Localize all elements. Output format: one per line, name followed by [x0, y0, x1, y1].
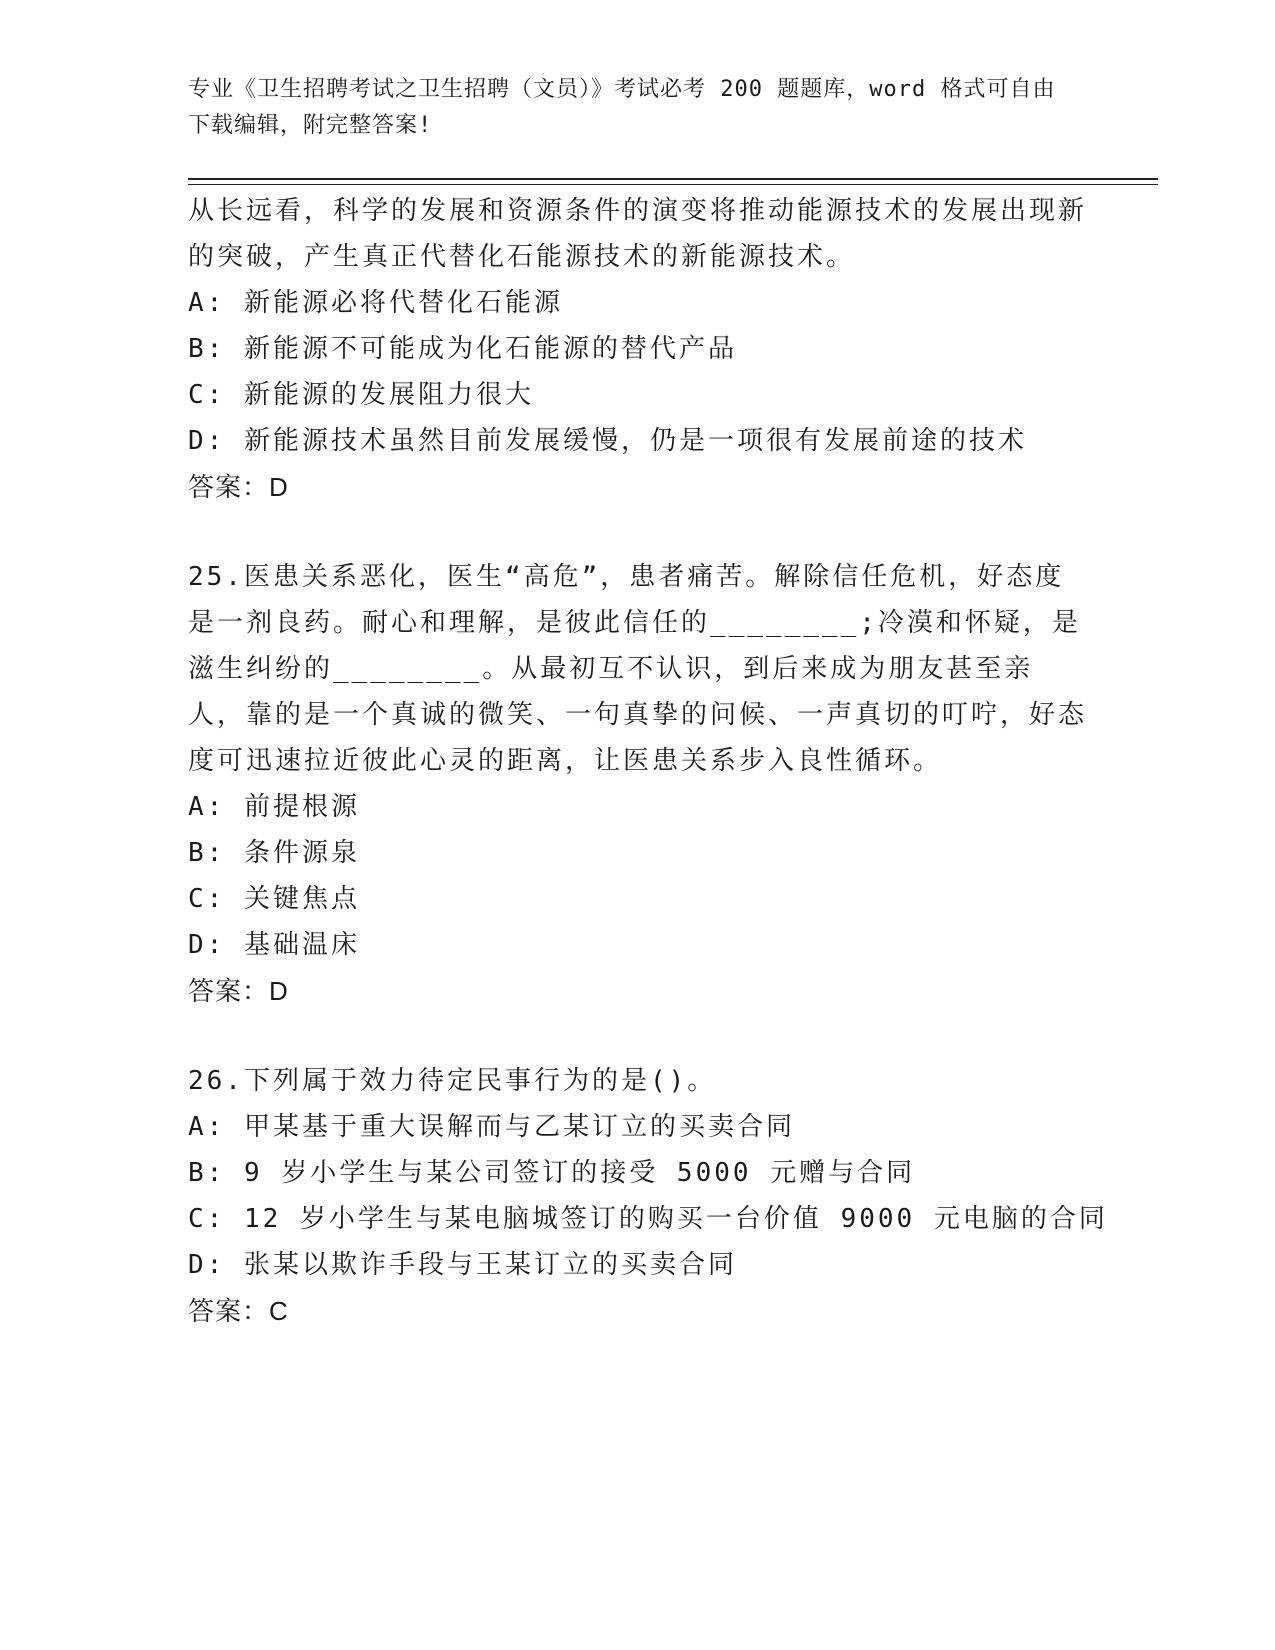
header-rule-thin: [188, 184, 1158, 185]
question-block-1: [188, 188, 1088, 510]
header-title: 专业《卫生招聘考试之卫生招聘（文员）》考试必考 200 题题库，word 格式可自由下载编辑，附完整答案!: [188, 77, 1056, 138]
question-stem: 26.下列属于效力待定民事行为的是()。: [188, 1066, 717, 1096]
document-header: [188, 72, 1068, 144]
question-stem: 从长远看，科学的发展和资源条件的演变将推动能源技术的发展出现新的突破，产生真正代替化石能源技术的新能源技术。: [188, 196, 1088, 272]
option-a: A: 甲某基于重大误解而与乙某订立的买卖合同: [188, 1112, 795, 1142]
option-d: D: 张某以欺诈手段与王某订立的买卖合同: [188, 1250, 737, 1280]
option-c: C: 新能源的发展阻力很大: [188, 380, 534, 410]
answer-line: 答案：D: [188, 472, 289, 502]
option-a: A: 新能源必将代替化石能源: [188, 288, 563, 318]
option-b: B: 新能源不可能成为化石能源的替代产品: [188, 334, 737, 364]
answer-line: 答案：C: [188, 1296, 289, 1326]
spacer: [188, 510, 1088, 554]
option-d: D: 新能源技术虽然目前发展缓慢，仍是一项很有发展前途的技术: [188, 426, 1027, 456]
option-d: D: 基础温床: [188, 930, 360, 960]
spacer: [188, 1014, 1088, 1058]
option-c: C: 关键焦点: [188, 884, 360, 914]
option-c: C: 12 岁小学生与某电脑城签订的购买一台价值 9000 元电脑的合同: [188, 1204, 1108, 1234]
question-block-25: [188, 554, 1088, 1014]
option-b: B: 9 岁小学生与某公司签订的接受 5000 元赠与合同: [188, 1158, 916, 1188]
question-block-26: [188, 1058, 1108, 1334]
answer-line: 答案：D: [188, 976, 289, 1006]
option-b: B: 条件源泉: [188, 838, 360, 868]
header-rule-thick: [188, 178, 1158, 180]
option-a: A: 前提根源: [188, 792, 360, 822]
question-stem: 25.医患关系恶化，医生“高危”，患者痛苦。解除信任危机，好态度是一剂良药。耐心和理解，是彼此信任的________;冷漠和怀疑，是滋生纠纷的________。从最初互不认识，到后来成为朋友甚至亲人，靠的是一个真诚的微笑、一句真挚的问候、一声真切的叮咛，好态度可迅速拉近彼此心灵的距离，让医患关系步入良性循环。: [188, 562, 1088, 776]
document-body: [188, 188, 1108, 1334]
